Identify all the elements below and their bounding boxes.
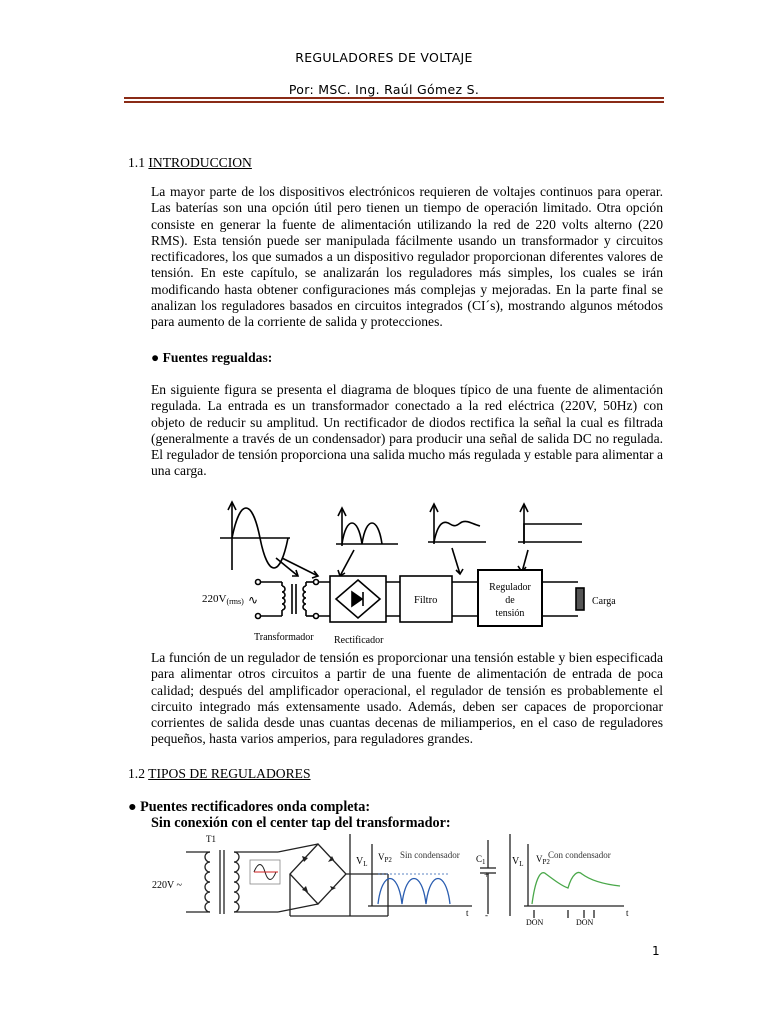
- header-rule-2: [124, 101, 664, 103]
- vp-label-2: $V_{P2}$: [536, 854, 550, 866]
- filter-label: Filtro: [414, 595, 438, 606]
- vl-label: $V_L$: [356, 856, 368, 868]
- input-voltage-label: 220V ~: [152, 880, 182, 891]
- document-author: Por: MSC. Ing. Raúl Gómez S.: [288, 82, 480, 97]
- don-label-1: DON: [526, 918, 544, 926]
- vp-label: $V_{P2}$: [378, 852, 392, 864]
- regulator-label-2: de: [505, 595, 515, 606]
- regulator-label-3: tensión: [495, 608, 525, 619]
- power-supply-block-diagram: [190, 498, 630, 646]
- ac-symbol: ∿: [248, 593, 259, 607]
- transformer-label: Transformador: [254, 632, 314, 643]
- section-heading-tipos: [128, 766, 311, 782]
- plus-label: +: [484, 870, 490, 880]
- don-label-2: DON: [576, 918, 594, 926]
- regulator-paragraph: La función de un regulador de tensión es proporcionar una tensión estable y bien especificada para alimentar otros circuitos a partir de una fuente de alimentación de entrada de poca calidad; después del amplificador operacional, el regulador de tensión es probablemente el circuito integrado más extensamente usado. Además, deben ser capaces de proporcionar corrientes de salida desde unas cuantas decenas de miliamperios, en el caso de reguladores pequeños, hasta varios amperios, para reguladores grandes.: [151, 650, 663, 747]
- section-title: INTRODUCCION: [148, 155, 252, 170]
- c1-label: $C_1$: [476, 854, 486, 866]
- time-axis-label-1: t: [466, 908, 469, 918]
- minus-label: -: [485, 910, 488, 920]
- fuentes-heading: [151, 350, 272, 366]
- document-title: REGULADORES DE VOLTAJE: [295, 50, 473, 65]
- time-axis-label-2: t: [626, 908, 629, 918]
- input-voltage-label: 220V(rms): [202, 593, 244, 606]
- header-rule: [124, 97, 664, 99]
- bullet-icon: ●: [128, 799, 137, 815]
- bridge-rectifier-diagram: [150, 830, 650, 926]
- intro-paragraph: La mayor parte de los dispositivos electrónicos requieren de voltajes continuos para operar. Las baterías son una opción útil pero tienen un tiempo de operación limitado. Otra opción consiste en generar la fuente de alimentación utilizando la red de 220 volts alterno (220 RMS). Esta tensión puede ser manipulada fácilmente usando un transformador y circuitos rectificadores, los que sumados a un dispositivo regulador proporcionan diferentes valores de tensión. En este capítulo, se analizarán los reguladores más simples, los cuales se irán modificando hasta obtener configuraciones más complejas y mejoradas. En la parte final se analizan los reguladores basados en circuitos integrados (CI´s), mostrando algunos métodos para aumento de la corriente de salida y protecciones.: [151, 184, 663, 330]
- section-heading-introduccion: [128, 155, 252, 171]
- page-number: 1: [652, 944, 660, 958]
- rectifier-label: Rectificador: [334, 635, 384, 646]
- section-number: 1.1: [128, 155, 145, 170]
- bullet-icon: ●: [151, 350, 160, 365]
- puentes-heading: [128, 799, 370, 815]
- center-tap-subtitle: Sin conexión con el center tap del transformador:: [151, 815, 451, 831]
- no-cap-label: Sin condensador: [400, 850, 460, 860]
- with-cap-label: Con condensador: [548, 850, 611, 860]
- t1-label: T1: [206, 834, 216, 844]
- vl-label-2: $V_L$: [512, 856, 524, 868]
- load-label: Carga: [592, 596, 616, 607]
- section-title: TIPOS DE REGULADORES: [148, 766, 311, 781]
- fuentes-title: Fuentes regualdas:: [162, 350, 273, 365]
- section-number: 1.2: [128, 766, 145, 781]
- puentes-title: Puentes rectificadores onda completa:: [140, 799, 371, 815]
- regulator-label-1: Regulador: [489, 582, 531, 593]
- fuentes-paragraph: En siguiente figura se presenta el diagrama de bloques típico de una fuente de alimentación regulada. La entrada es un transformador conectado a la red eléctrica (220V, 50Hz) con objeto de reducir su amplitud. Un rectificador de diodos rectifica la señal la cual es filtrada (generalmente a través de un condensador) para producir una señal de salida DC no regulada. El regulador de tensión proporciona una salida mucho más regulada y estable para alimentar a una carga.: [151, 382, 663, 479]
